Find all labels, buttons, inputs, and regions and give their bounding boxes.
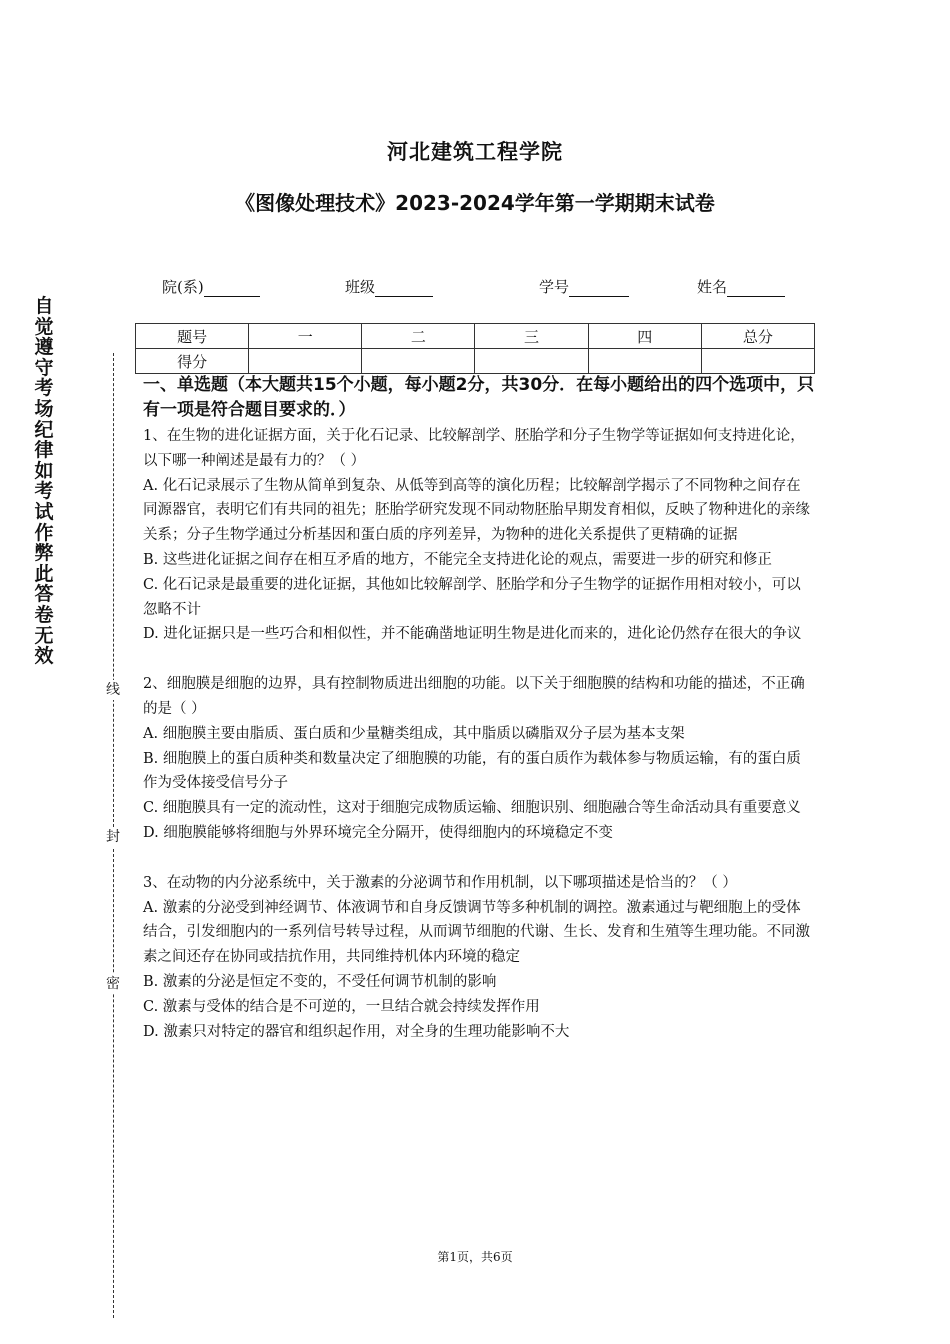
question-spacer [143,846,815,871]
question-2 [143,672,815,846]
question-spacer [143,647,815,672]
score-table-column: 三 [475,324,588,349]
score-table-score-row [136,349,815,374]
score-table-header-row [136,324,815,349]
score-cell[interactable] [475,349,588,374]
side-notice: 自觉遵守考场纪律如考试作弊此答卷无效 [34,295,54,668]
question-3 [143,871,815,1045]
name-field[interactable] [697,276,785,297]
school-name: 河北建筑工程学院 [387,140,563,164]
option-c[interactable]: C. 化石记录是最重要的进化证据，其他如比较解剖学、胚胎学和分子生物学的证据作用相对较小，可以忽略不计 [143,576,801,618]
exam-content [143,373,815,1044]
option-c[interactable]: C. 激素与受体的结合是不可逆的，一旦结合就会持续发挥作用 [143,998,540,1015]
score-cell[interactable] [362,349,475,374]
department-label: 院(系) [162,278,204,296]
student-id-blank[interactable] [569,280,629,297]
exam-title: 《图像处理技术》2023-2024学年第一学期期末试卷 [235,191,715,215]
side-mark-seal: 封 [106,829,120,845]
option-d[interactable]: D. 激素只对特定的器官和组织起作用，对全身的生理功能影响不大 [143,1023,570,1040]
score-table-column: 总分 [701,324,814,349]
question-stem: 3、在动物的内分泌系统中，关于激素的分泌调节和作用机制，以下哪项描述是恰当的？（ ） [143,874,737,891]
side-mark-line: 线 [106,682,120,698]
option-d[interactable]: D. 细胞膜能够将细胞与外界环境完全分隔开，使得细胞内的环境稳定不变 [143,824,613,841]
option-a[interactable]: A. 细胞膜主要由脂质、蛋白质和少量糖类组成，其中脂质以磷脂双分子层为基本支架 [143,725,685,742]
option-b[interactable]: B. 这些进化证据之间存在相互矛盾的地方，不能完全支持进化论的观点，需要进一步的研究和修正 [143,551,772,568]
option-d[interactable]: D. 进化证据只是一些巧合和相似性，并不能确凿地证明生物是进化而来的，进化论仍然存在很大的争议 [143,626,802,643]
page-number: 第1页，共6页 [437,1250,513,1264]
score-table-column: 二 [362,324,475,349]
score-table [135,323,815,374]
option-b[interactable]: B. 激素的分泌是恒定不变的，不受任何调节机制的影响 [143,973,497,990]
score-table-column: 四 [588,324,701,349]
question-1 [143,424,815,647]
side-mark-secret: 密 [106,976,120,992]
class-blank[interactable] [375,280,433,297]
name-blank[interactable] [727,280,785,297]
department-blank[interactable] [204,280,260,297]
option-c[interactable]: C. 细胞膜具有一定的流动性，这对于细胞完成物质运输、细胞识别、细胞融合等生命活动具有重要意义 [143,800,801,817]
question-stem: 1、在生物的进化证据方面，关于化石记录、比较解剖学、胚胎学和分子生物学等证据如何支持进化论，以下哪一种阐述是最有力的？（ ） [143,428,805,469]
score-cell[interactable] [588,349,701,374]
score-cell[interactable] [249,349,362,374]
department-field[interactable] [162,276,260,297]
option-b[interactable]: B. 细胞膜上的蛋白质种类和数量决定了细胞膜的功能，有的蛋白质作为载体参与物质运输，有的蛋白质作为受体接受信号分子 [143,750,801,792]
option-a[interactable]: A. 化石记录展示了生物从简单到复杂、从低等到高等的演化历程；比较解剖学揭示了不同物种之间存在同源器官，表明它们有共同的祖先；胚胎学研究发现不同动物胚胎早期发育相似，反映了物种进化的亲缘关系；分子生物学通过分析基因和蛋白质的序列差异，为物种的进化关系提供了更精确的证据 [143,477,810,544]
score-table-row-header: 得分 [136,349,249,374]
question-stem: 2、细胞膜是细胞的边界，具有控制物质进出细胞的功能。以下关于细胞膜的结构和功能的描述，不正确的是（ ） [143,676,805,717]
name-label: 姓名 [697,278,728,296]
score-cell[interactable] [701,349,814,374]
class-field[interactable] [345,276,433,297]
student-id-label: 学号 [539,278,570,296]
section-title: 一、单选题（本大题共15个小题，每小题2分，共30分．在每小题给出的四个选项中，只有一项是符合题目要求的．） [143,375,815,420]
score-table-column: 一 [249,324,362,349]
option-a[interactable]: A. 激素的分泌受到神经调节、体液调节和自身反馈调节等多种机制的调控。激素通过与靶细胞上的受体结合，引发细胞内的一系列信号转导过程，从而调节细胞的代谢、生长、发育和生殖等生理功能。不同激素之间还存在协同或拮抗作用，共同维持机体内环境的稳定 [143,899,810,966]
score-table-row-header: 题号 [136,324,249,349]
class-label: 班级 [345,278,376,296]
student-id-field[interactable] [539,276,629,297]
